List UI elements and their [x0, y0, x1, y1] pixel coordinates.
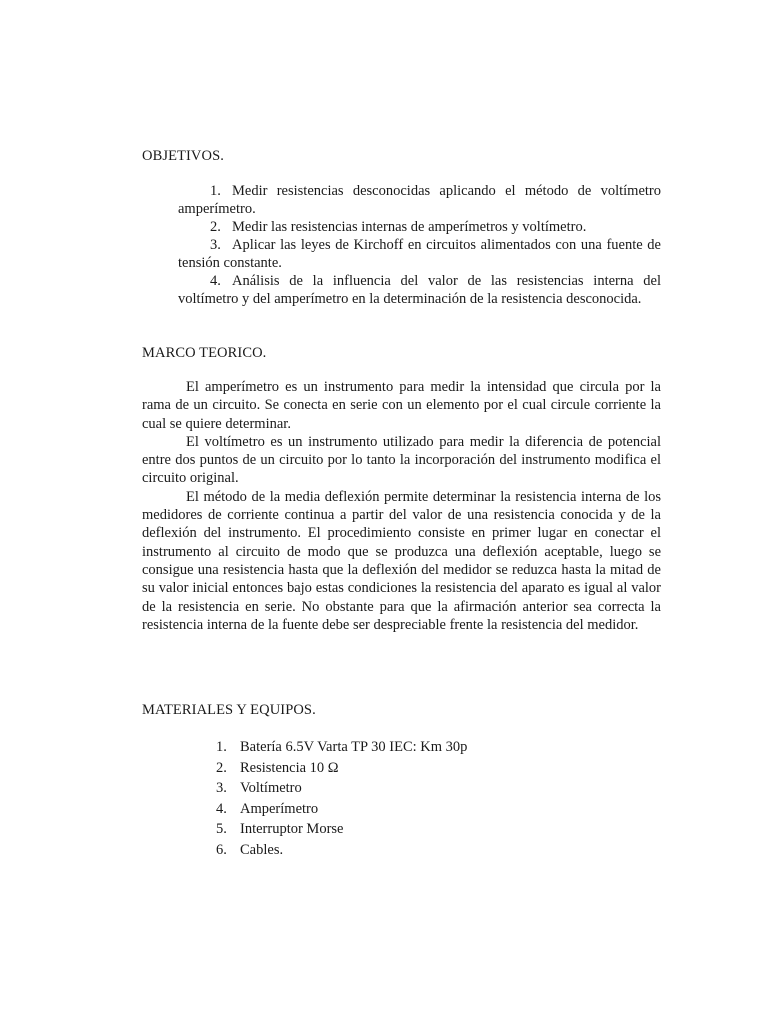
material-text: Voltímetro [240, 780, 302, 797]
material-number: 4. [216, 800, 227, 817]
objective-number: 4. [210, 273, 221, 289]
objective-item [178, 218, 661, 236]
material-item [216, 737, 467, 758]
objective-number: 2. [210, 219, 221, 235]
objective-number: 3. [210, 237, 221, 253]
objective-item [178, 182, 661, 218]
material-text: Amperímetro [240, 800, 319, 817]
material-number: 5. [216, 821, 227, 838]
theory-paragraph: El amperímetro es un instrumento para medir la intensidad que circula por la rama de un circuito. Se conecta en serie con un elemento por el cual circule corriente la cual se quiere determinar. [142, 379, 661, 432]
material-text: Interruptor Morse [240, 821, 344, 838]
objective-item [178, 272, 661, 308]
objective-item [178, 236, 661, 272]
objective-text: Aplicar las leyes de Kirchoff en circuitos alimentados con una fuente de tensión constante. [178, 237, 661, 271]
material-text: Batería 6.5V Varta TP 30 IEC: Km 30p [240, 739, 468, 755]
material-number: 1. [216, 739, 227, 755]
material-item [216, 840, 467, 861]
objective-text: Medir resistencias desconocidas aplicando el método de voltímetro amperímetro. [178, 183, 661, 217]
theory-heading: MARCO TEORICO. [142, 345, 267, 361]
material-text: Cables. [240, 841, 284, 858]
material-number: 6. [216, 841, 227, 858]
objective-text: Medir las resistencias internas de amperímetros y voltímetro. [232, 219, 587, 235]
materials-heading: MATERIALES Y EQUIPOS. [142, 702, 316, 718]
objective-number: 1. [210, 183, 221, 199]
theory-paragraph: El voltímetro es un instrumento utilizado para medir la diferencia de potencial entre dos puntos de un circuito por lo tanto la incorporación del instrumento modifica el circuito original. [142, 433, 661, 487]
material-number: 2. [216, 759, 227, 776]
material-item [216, 819, 467, 840]
theory-body [142, 378, 661, 634]
objectives-heading: OBJETIVOS. [142, 148, 224, 164]
material-item [216, 799, 467, 820]
material-item [216, 758, 467, 779]
materials-list [216, 737, 467, 861]
material-number: 3. [216, 780, 227, 797]
objectives-list [178, 182, 661, 308]
material-text: Resistencia 10 Ω [240, 759, 339, 776]
material-item [216, 778, 467, 799]
theory-paragraph: El método de la media deflexión permite determinar la resistencia interna de los medidores de corriente continua a partir del valor de una resistencia conocida y de la deflexión del instrumento. El procedimiento consiste en primer lugar en conectar el instrumento al circuito de modo que se produzca una deflexión aceptable, luego se consigue una resistencia hasta que la deflexión del medidor se reduzca hasta la mitad de su valor inicial entonces bajo estas condiciones la resistencia del aparato es igual al valor de la resistencia en serie. No obstante para que la afirmación anterior sea correcta la resistencia interna de la fuente debe ser despreciable frente la resistencia del medidor. [142, 488, 661, 633]
objective-text: Análisis de la influencia del valor de las resistencias interna del voltímetro y del amperímetro en la determinación de la resistencia desconocida. [178, 273, 661, 307]
